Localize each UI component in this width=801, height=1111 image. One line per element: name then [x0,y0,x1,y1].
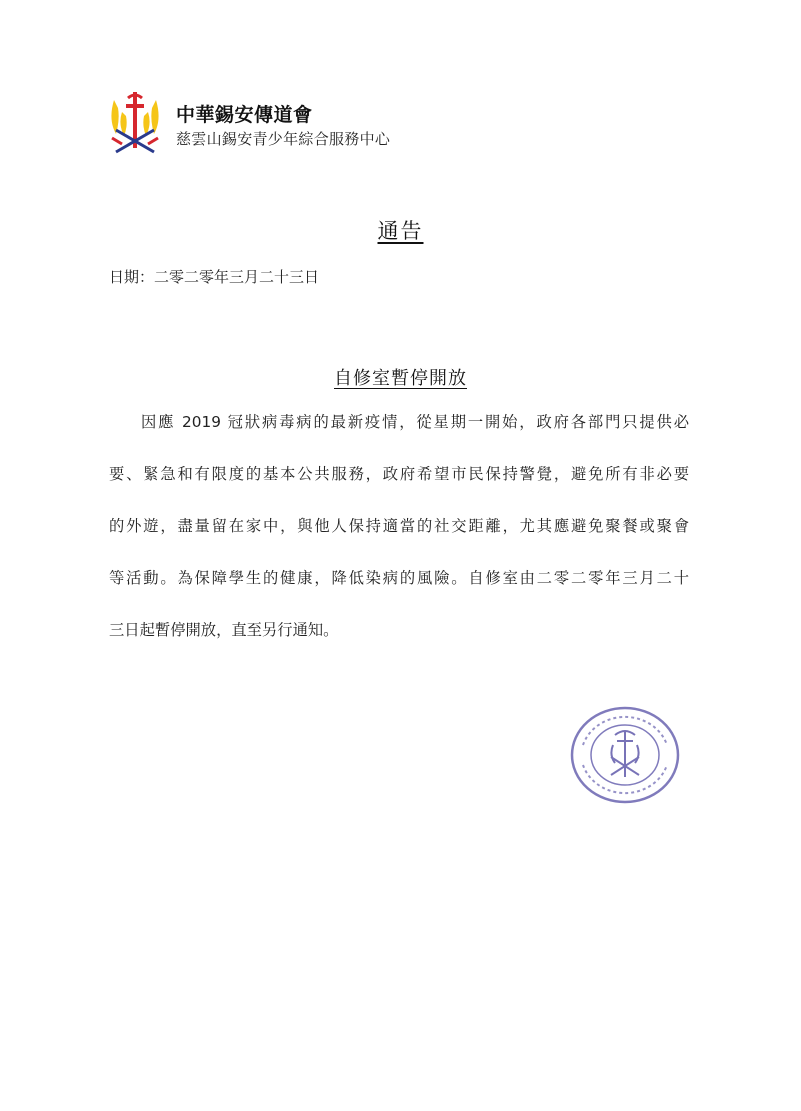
notice-title-text: 通告 [377,219,424,243]
notice-title [0,215,801,245]
organization-seal-icon [569,705,681,805]
body-line: 等活動。為保障學生的健康，降低染病的風險。自修室由二零二零年三月二十 [109,569,689,587]
organization-logo-icon [106,90,164,158]
body-line: 要、緊急和有限度的基本公共服務，政府希望市民保持警覺，避免所有非必要 [109,465,689,483]
body-line: 的外遊，盡量留在家中，與他人保持適當的社交距離，尤其應避免聚餐或聚會 [109,517,689,535]
organization-header [176,104,390,148]
organization-subtitle: 慈雲山錫安青少年綜合服務中心 [176,130,391,148]
notice-body [109,410,689,670]
body-line: 因應 2019 冠狀病毒病的最新疫情，從星期一開始，政府各部門只提供必 [141,413,689,431]
notice-subject-text: 自修室暫停開放 [334,368,467,389]
notice-date: 日期：二零二零年三月二十三日 [109,268,320,286]
body-line: 三日起暫停開放，直至另行通知。 [109,621,339,639]
notice-subject [0,364,801,390]
organization-name: 中華錫安傳道會 [176,104,313,126]
